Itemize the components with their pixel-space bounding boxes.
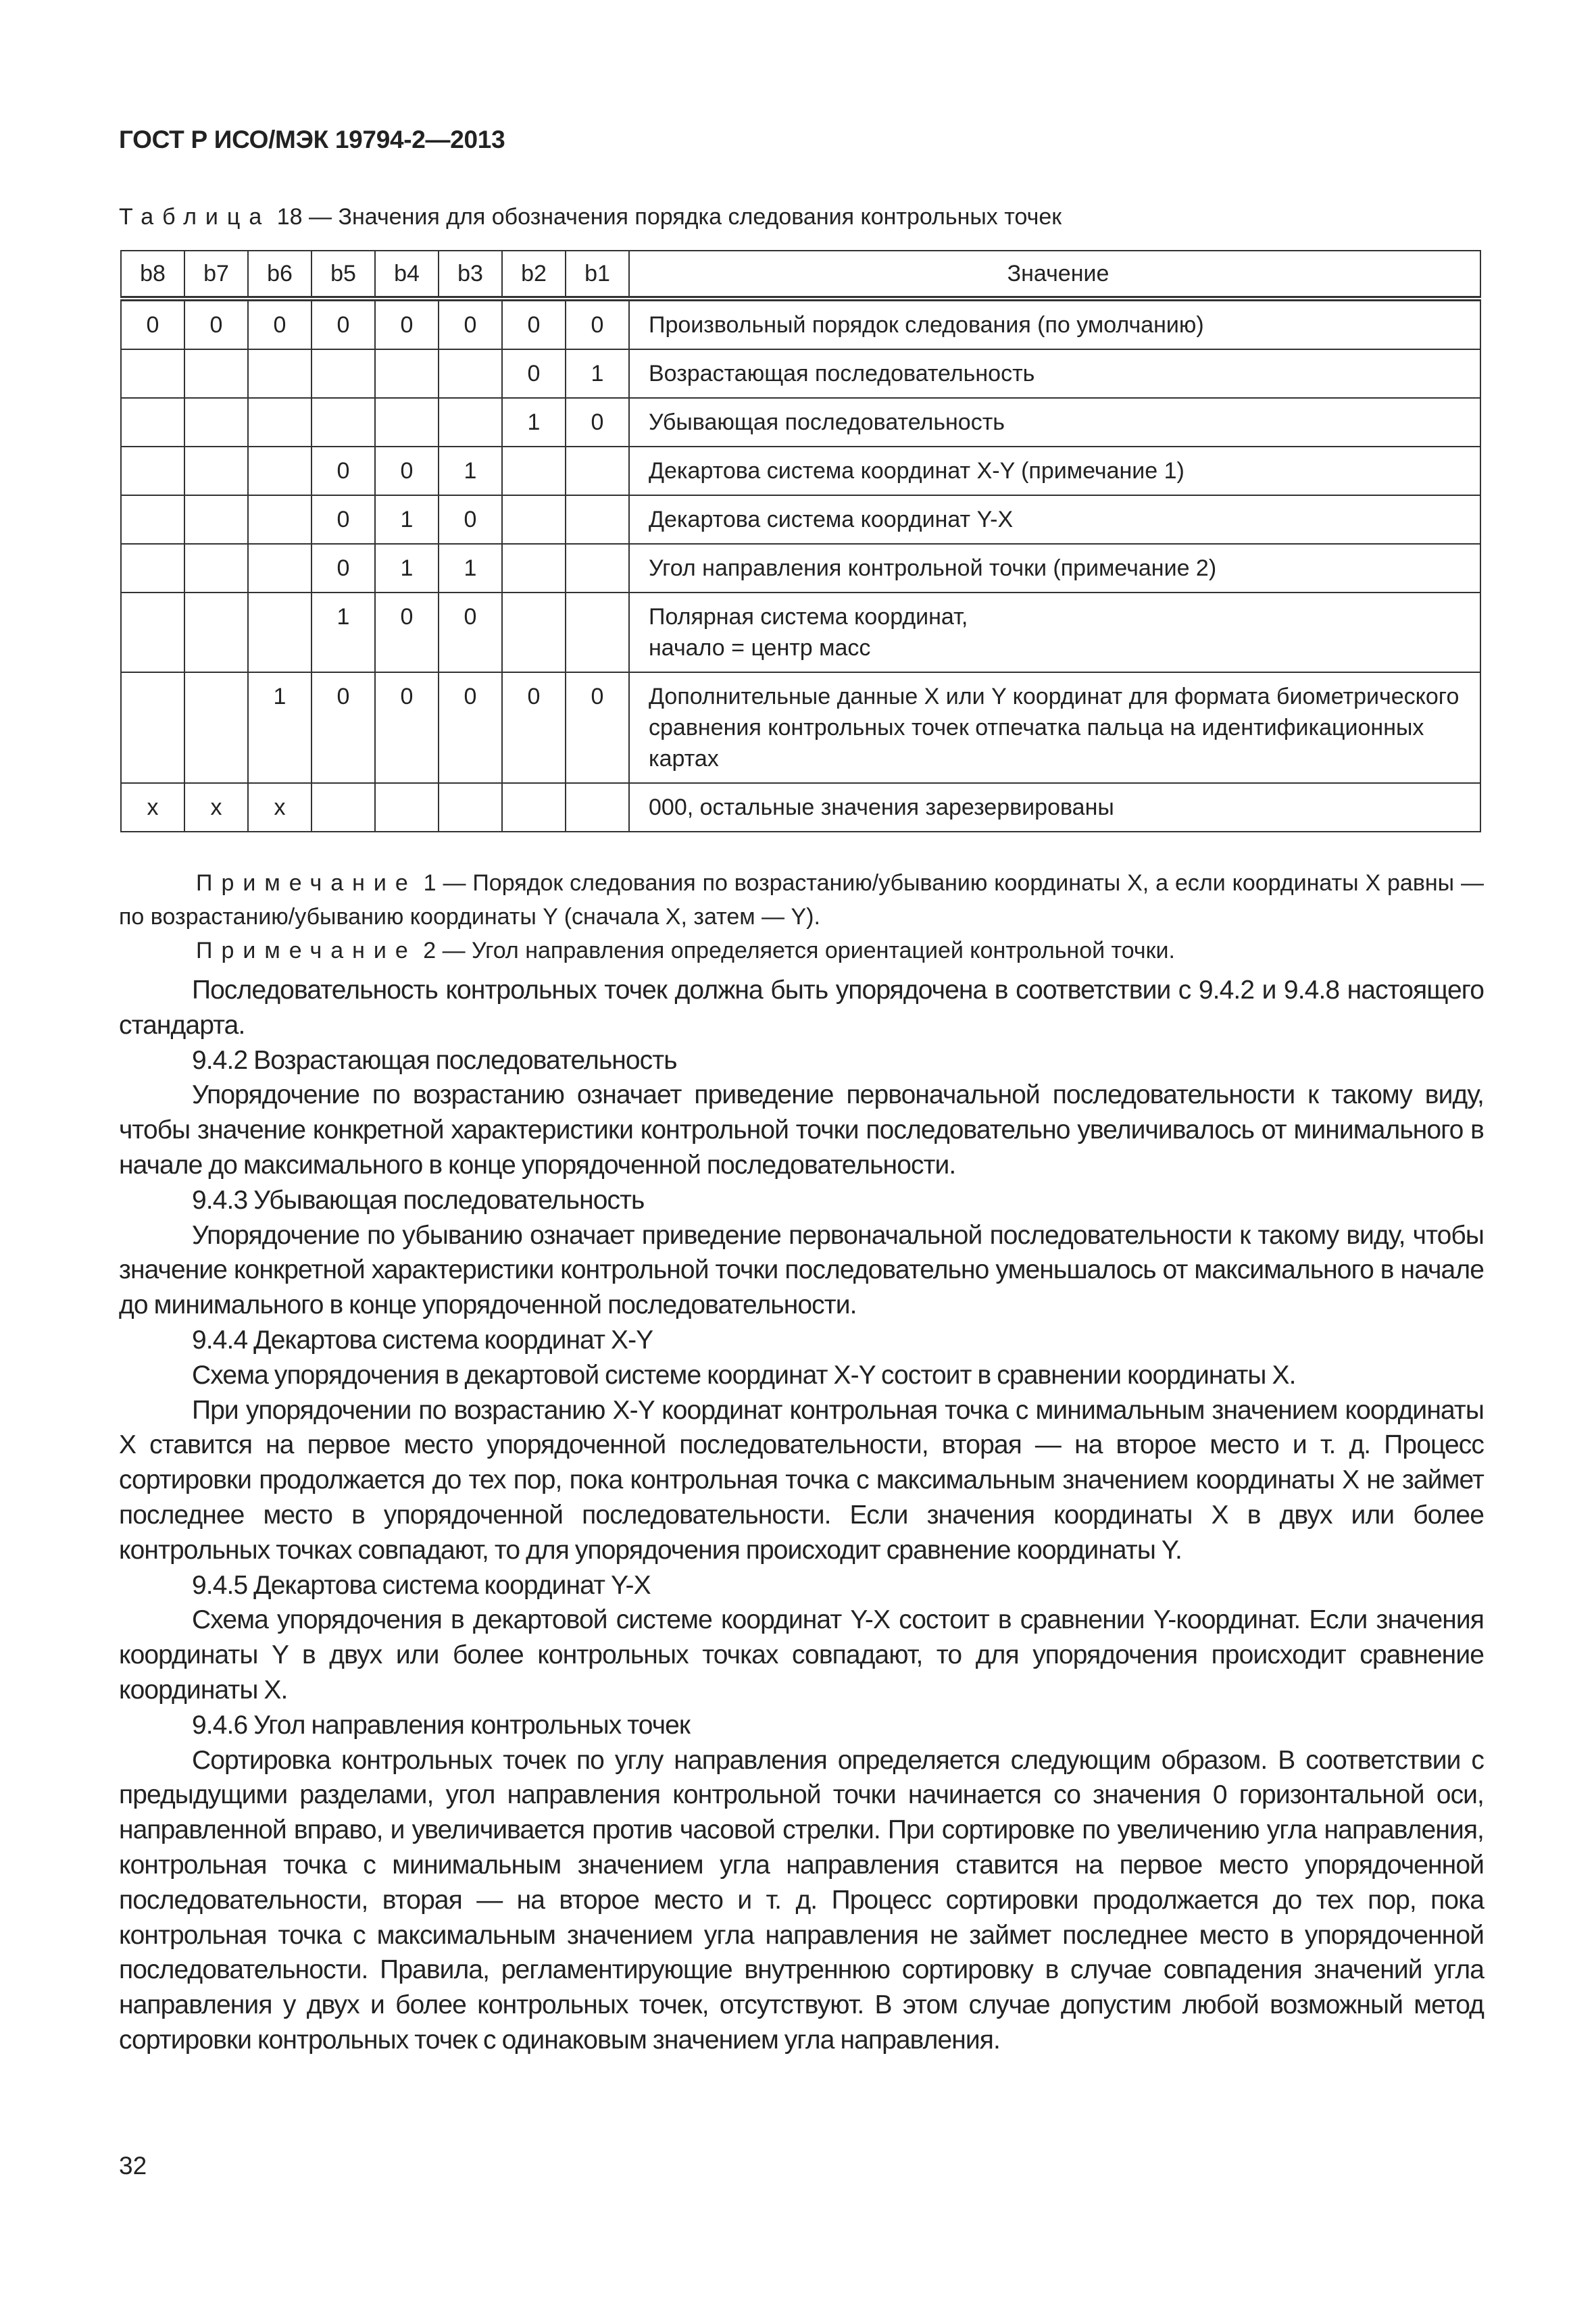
paragraph: Схема упорядочения в декартовой системе координат Y-X состоит в сравнении Y-координат. Если значения координаты Y в двух или более контрольных точках совпадают, то для упорядочения происходит сравнение координаты X. xyxy=(119,1605,1484,1705)
bit-cell: 1 xyxy=(439,544,502,593)
column-header-value: Значение xyxy=(629,251,1480,299)
value-cell: 000, остальные значения зарезервированы xyxy=(629,783,1480,832)
table-caption-text: 18 — Значения для обозначения порядка следования контрольных точек xyxy=(270,204,1062,230)
table-caption-label: Таблица xyxy=(119,204,271,230)
bit-cell: 0 xyxy=(311,672,375,783)
table-header-row xyxy=(121,251,1480,299)
note-label: Примечание xyxy=(196,870,417,896)
note-1 xyxy=(119,866,1484,934)
table-caption xyxy=(119,204,1062,230)
section-heading-9-4-4: 9.4.4 Декартова система координат X-Y xyxy=(192,1325,653,1355)
bit-cell xyxy=(248,495,311,544)
bit-cell xyxy=(248,349,311,398)
bit-cell: 0 xyxy=(375,447,439,495)
bit-cell xyxy=(184,544,248,593)
bit-cell xyxy=(184,593,248,672)
bit-cell: 0 xyxy=(566,672,629,783)
bit-cell xyxy=(184,398,248,447)
bit-values-table xyxy=(120,250,1481,832)
bit-cell xyxy=(121,544,184,593)
bit-cell: 0 xyxy=(121,299,184,349)
bit-cell xyxy=(375,349,439,398)
column-header: b1 xyxy=(566,251,629,299)
bit-cell xyxy=(566,544,629,593)
bit-cell: 1 xyxy=(439,447,502,495)
bit-cell xyxy=(375,783,439,832)
bit-cell xyxy=(311,398,375,447)
bit-cell: 1 xyxy=(375,495,439,544)
bit-cell xyxy=(566,593,629,672)
bit-cell xyxy=(502,447,566,495)
bit-cell xyxy=(121,398,184,447)
paragraph: Упорядочение по убыванию означает приведение первоначальной последовательности к такому виду, чтобы значение конкретной характеристики контрольной точки последовательно уменьшалось от максимального в начале до минимального в конце упорядоченной последовательности. xyxy=(119,1220,1484,1320)
table-row xyxy=(121,398,1480,447)
bit-cell: 0 xyxy=(566,299,629,349)
bit-cell xyxy=(566,495,629,544)
bit-cell xyxy=(121,672,184,783)
bit-cell: 0 xyxy=(566,398,629,447)
value-cell: Убывающая последовательность xyxy=(629,398,1480,447)
table-row xyxy=(121,593,1480,672)
bit-cell: 1 xyxy=(311,593,375,672)
column-header: b7 xyxy=(184,251,248,299)
note-2 xyxy=(119,934,1484,967)
bit-cell: 0 xyxy=(375,672,439,783)
table-row xyxy=(121,495,1480,544)
bit-cell: 0 xyxy=(502,349,566,398)
value-cell: Произвольный порядок следования (по умолчанию) xyxy=(629,299,1480,349)
bit-cell: 0 xyxy=(311,544,375,593)
value-cell: Декартова система координат Y-X xyxy=(629,495,1480,544)
bit-cell: 0 xyxy=(375,299,439,349)
bit-cell: 1 xyxy=(566,349,629,398)
bit-cell xyxy=(248,398,311,447)
bit-cell: 0 xyxy=(439,593,502,672)
bit-cell xyxy=(439,783,502,832)
note-text: 1 — Порядок следования по возрастанию/убыванию координаты X, а если координаты X равны — по возрастанию/убыванию координаты Y (сначала X, затем — Y). xyxy=(119,870,1484,930)
table-row xyxy=(121,349,1480,398)
note-text: 2 — Угол направления определяется ориентацией контрольной точки. xyxy=(416,938,1175,963)
bit-cell: x xyxy=(184,783,248,832)
bit-cell xyxy=(566,783,629,832)
table-row xyxy=(121,544,1480,593)
table-notes xyxy=(119,866,1484,967)
table-row xyxy=(121,299,1480,349)
bit-cell xyxy=(121,495,184,544)
column-header: b8 xyxy=(121,251,184,299)
bit-cell: 0 xyxy=(184,299,248,349)
section-heading-9-4-2: 9.4.2 Возрастающая последовательность xyxy=(192,1045,677,1075)
paragraph: Схема упорядочения в декартовой системе координат X-Y состоит в сравнении координаты X. xyxy=(192,1360,1296,1390)
bit-cell xyxy=(502,783,566,832)
value-cell: Полярная система координат, начало = центр масс xyxy=(629,593,1480,672)
bit-cell xyxy=(375,398,439,447)
bit-cell: 1 xyxy=(502,398,566,447)
bit-cell xyxy=(439,349,502,398)
section-heading-9-4-5: 9.4.5 Декартова система координат Y-X xyxy=(192,1570,651,1600)
bit-cell xyxy=(502,544,566,593)
bit-cell: 0 xyxy=(375,593,439,672)
section-heading-9-4-3: 9.4.3 Убывающая последовательность xyxy=(192,1185,645,1215)
body-text xyxy=(119,973,1484,2058)
table-row xyxy=(121,447,1480,495)
value-cell: Дополнительные данные X или Y координат для формата биометрического сравнения контрольных точек отпечатка пальца на идентификационных картах xyxy=(629,672,1480,783)
document-header: ГОСТ Р ИСО/МЭК 19794-2—2013 xyxy=(119,126,505,153)
bit-cell xyxy=(502,495,566,544)
note-label: Примечание xyxy=(196,938,417,963)
bit-cell: x xyxy=(121,783,184,832)
bit-cell xyxy=(439,398,502,447)
paragraph: При упорядочении по возрастанию X-Y координат контрольная точка с минимальным значением координаты X ставится на первое место упорядоченной последовательности, вторая — на второе место и т. д. Процесс сортировки продолжается до тех пор, пока контрольная точка с максимальным значением координаты X не займет последнее место в упорядоченной последовательности. Если значения координаты X в двух или более контрольных точках совпадают, то для упорядочения происходит сравнение координаты Y. xyxy=(119,1395,1484,1565)
bit-cell: 0 xyxy=(439,672,502,783)
bit-cell: 0 xyxy=(439,299,502,349)
paragraph: Последовательность контрольных точек должна быть упорядочена в соответствии с 9.4.2 и 9.4.8 настоящего стандарта. xyxy=(119,976,1484,1040)
column-header: b3 xyxy=(439,251,502,299)
page-number: 32 xyxy=(119,2152,147,2180)
paragraph: Сортировка контрольных точек по углу направления определяется следующим образом. В соответствии с предыдущими разделами, угол направления контрольной точки начинается со значения 0 горизонтальной оси, направленной вправо, и увеличивается против часовой стрелки. При сортировке по увеличению угла направления, контрольная точка с минимальным значением угла направления ставится на первое место упорядоченной последовательности, вторая — на второе место и т. д. Процесс сортировки продолжается до тех пор, пока контрольная точка с максимальным значением угла направления не займет последнее место в упорядоченной последовательности. Правила, регламентирующие внутреннюю сортировку в случае совпадения значений угла направления у двух и более контрольных точек, отсутствуют. В этом случае допустим любой возможный метод сортировки контрольных точек с одинаковым значением угла направления. xyxy=(119,1745,1484,2055)
column-header: b6 xyxy=(248,251,311,299)
bit-cell: 0 xyxy=(311,299,375,349)
bit-cell: 1 xyxy=(375,544,439,593)
column-header: b4 xyxy=(375,251,439,299)
bit-cell xyxy=(184,672,248,783)
section-heading-9-4-6: 9.4.6 Угол направления контрольных точек xyxy=(192,1710,691,1740)
table-row xyxy=(121,783,1480,832)
bit-cell: 0 xyxy=(439,495,502,544)
value-cell: Угол направления контрольной точки (примечание 2) xyxy=(629,544,1480,593)
bit-cell: x xyxy=(248,783,311,832)
bit-cell: 0 xyxy=(502,299,566,349)
table-body xyxy=(121,299,1480,832)
bit-cell: 0 xyxy=(502,672,566,783)
bit-cell xyxy=(311,783,375,832)
bit-cell: 0 xyxy=(311,447,375,495)
bit-cell: 1 xyxy=(248,672,311,783)
bit-cell xyxy=(311,349,375,398)
bit-cell xyxy=(121,593,184,672)
bit-cell xyxy=(121,349,184,398)
bit-cell xyxy=(121,447,184,495)
bit-cell xyxy=(502,593,566,672)
table-row xyxy=(121,672,1480,783)
column-header: b2 xyxy=(502,251,566,299)
bit-cell xyxy=(248,544,311,593)
bit-cell: 0 xyxy=(311,495,375,544)
bit-cell xyxy=(566,447,629,495)
bit-cell: 0 xyxy=(248,299,311,349)
bit-cell xyxy=(248,447,311,495)
bit-cell xyxy=(184,495,248,544)
column-header: b5 xyxy=(311,251,375,299)
bit-cell xyxy=(184,447,248,495)
value-cell: Декартова система координат X-Y (примечание 1) xyxy=(629,447,1480,495)
bit-cell xyxy=(248,593,311,672)
value-cell: Возрастающая последовательность xyxy=(629,349,1480,398)
bit-cell xyxy=(184,349,248,398)
paragraph: Упорядочение по возрастанию означает приведение первоначальной последовательности к такому виду, чтобы значение конкретной характеристики контрольной точки последовательно увеличивалось от минимального в начале до максимального в конце упорядоченной последовательности. xyxy=(119,1080,1484,1180)
